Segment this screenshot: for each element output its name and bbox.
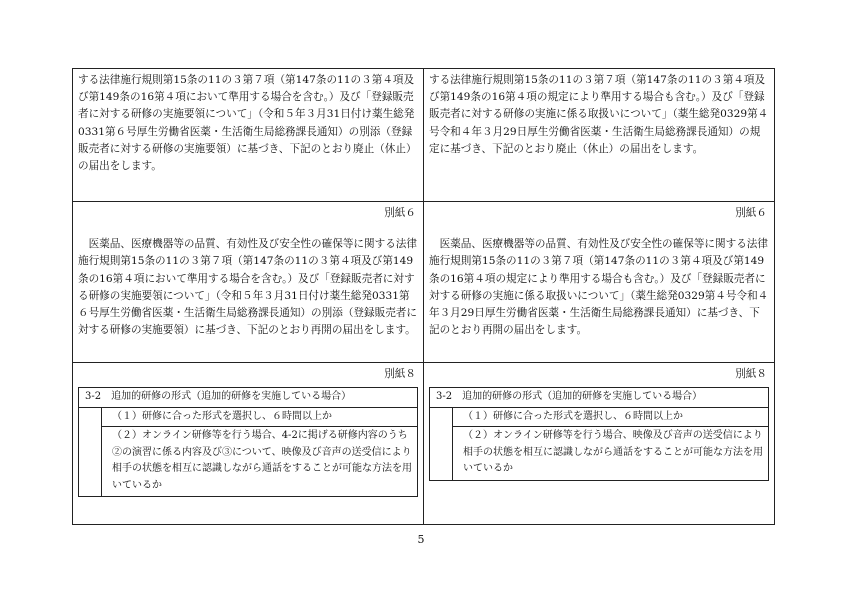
comparison-table <box>72 68 775 525</box>
table-row <box>73 363 775 525</box>
row1-left-cell <box>73 69 424 202</box>
row2-left-text: 医薬品、医療機器等の品質、有効性及び安全性の確保等に関する法律施行規則第15条の11の３第７項（第147条の11の３第４項及び第149条の16第４項において準用する場合を含む。）及び「登録販売者に対する研修の実施要領について」（令和５年３月31日付け薬生総発0331第６号厚生労働省医薬・生活衛生局総務課長通知）の別添（登録販売者に対する研修の実施要領）に基づき、下記のとおり再開の届出をします。 <box>78 238 417 337</box>
table-row <box>73 202 775 363</box>
attachment-label: 別紙６ <box>735 207 767 219</box>
checklist-heading: 3-2 追加的研修の形式（追加的研修を実施している場合） <box>79 388 417 408</box>
row1-right-cell <box>424 69 775 202</box>
attachment-label: 別紙８ <box>384 368 416 380</box>
attachment-label: 別紙６ <box>384 207 416 219</box>
checklist-box <box>78 387 418 497</box>
row3-right-cell <box>424 363 775 525</box>
row1-right-text: する法律施行規則第15条の11の３第７項（第147条の11の３第４項及び第149条の16第４項の規定により準用する場合も含む。）及び「登録販売者に対する研修の実施に係る取扱いについて」（薬生総発0329第４号令和４年３月29日厚生労働省医薬・生活衛生局総務課長通知）の規定に基づき、下記のとおり廃止（休止）の届出をします。 <box>429 74 769 155</box>
table-row <box>73 69 775 202</box>
attachment-label: 別紙８ <box>735 368 767 380</box>
checklist-heading: 3-2 追加的研修の形式（追加的研修を実施している場合） <box>430 388 768 408</box>
checklist-box <box>429 387 769 481</box>
checklist-item: （１）研修に合った形式を選択し、６時間以上か <box>102 408 417 428</box>
row1-left-text: する法律施行規則第15条の11の３第７項（第147条の11の３第４項及び第149条の16第４項において準用する場合を含む。）及び「登録販売者に対する研修の実施要領について」（令和５年３月31日付け薬生総発0331第６号厚生労働省医薬・生活衛生局総務課長通知）の別添（登録販売者に対する研修の実施要領）に基づき、下記のとおり廃止（休止）の届出をします。 <box>78 74 417 173</box>
checklist-item: （２）オンライン研修等を行う場合、4-2に掲げる研修内容のうち②の演習に係る内容及び③について、映像及び音声の送受信により相手の状態を相互に認識しながら通話をすることが可能な方法を用いているか <box>112 430 412 491</box>
row2-right-text: 医薬品、医療機器等の品質、有効性及び安全性の確保等に関する法律施行規則第15条の11の３第７項（第147条の11の３第４項及び第149条の16第４項の規定により準用する場合も含む。）及び「登録販売者に対する研修の実施に係る取扱いについて」（薬生総発0329第４号令和４年３月29日厚生労働省医薬・生活衛生局総務課長通知）に基づき、下記のとおり再開の届出をします。 <box>429 238 769 337</box>
page-number: 5 <box>417 533 425 546</box>
checklist-item: （２）オンライン研修等を行う場合、映像及び音声の送受信により相手の状態を相互に認識しながら通話をすることが可能な方法を用いているか <box>463 430 763 475</box>
row2-right-cell <box>424 202 775 363</box>
row2-left-cell <box>73 202 424 363</box>
checklist-item: （１）研修に合った形式を選択し、６時間以上か <box>453 408 768 428</box>
row3-left-cell <box>73 363 424 525</box>
